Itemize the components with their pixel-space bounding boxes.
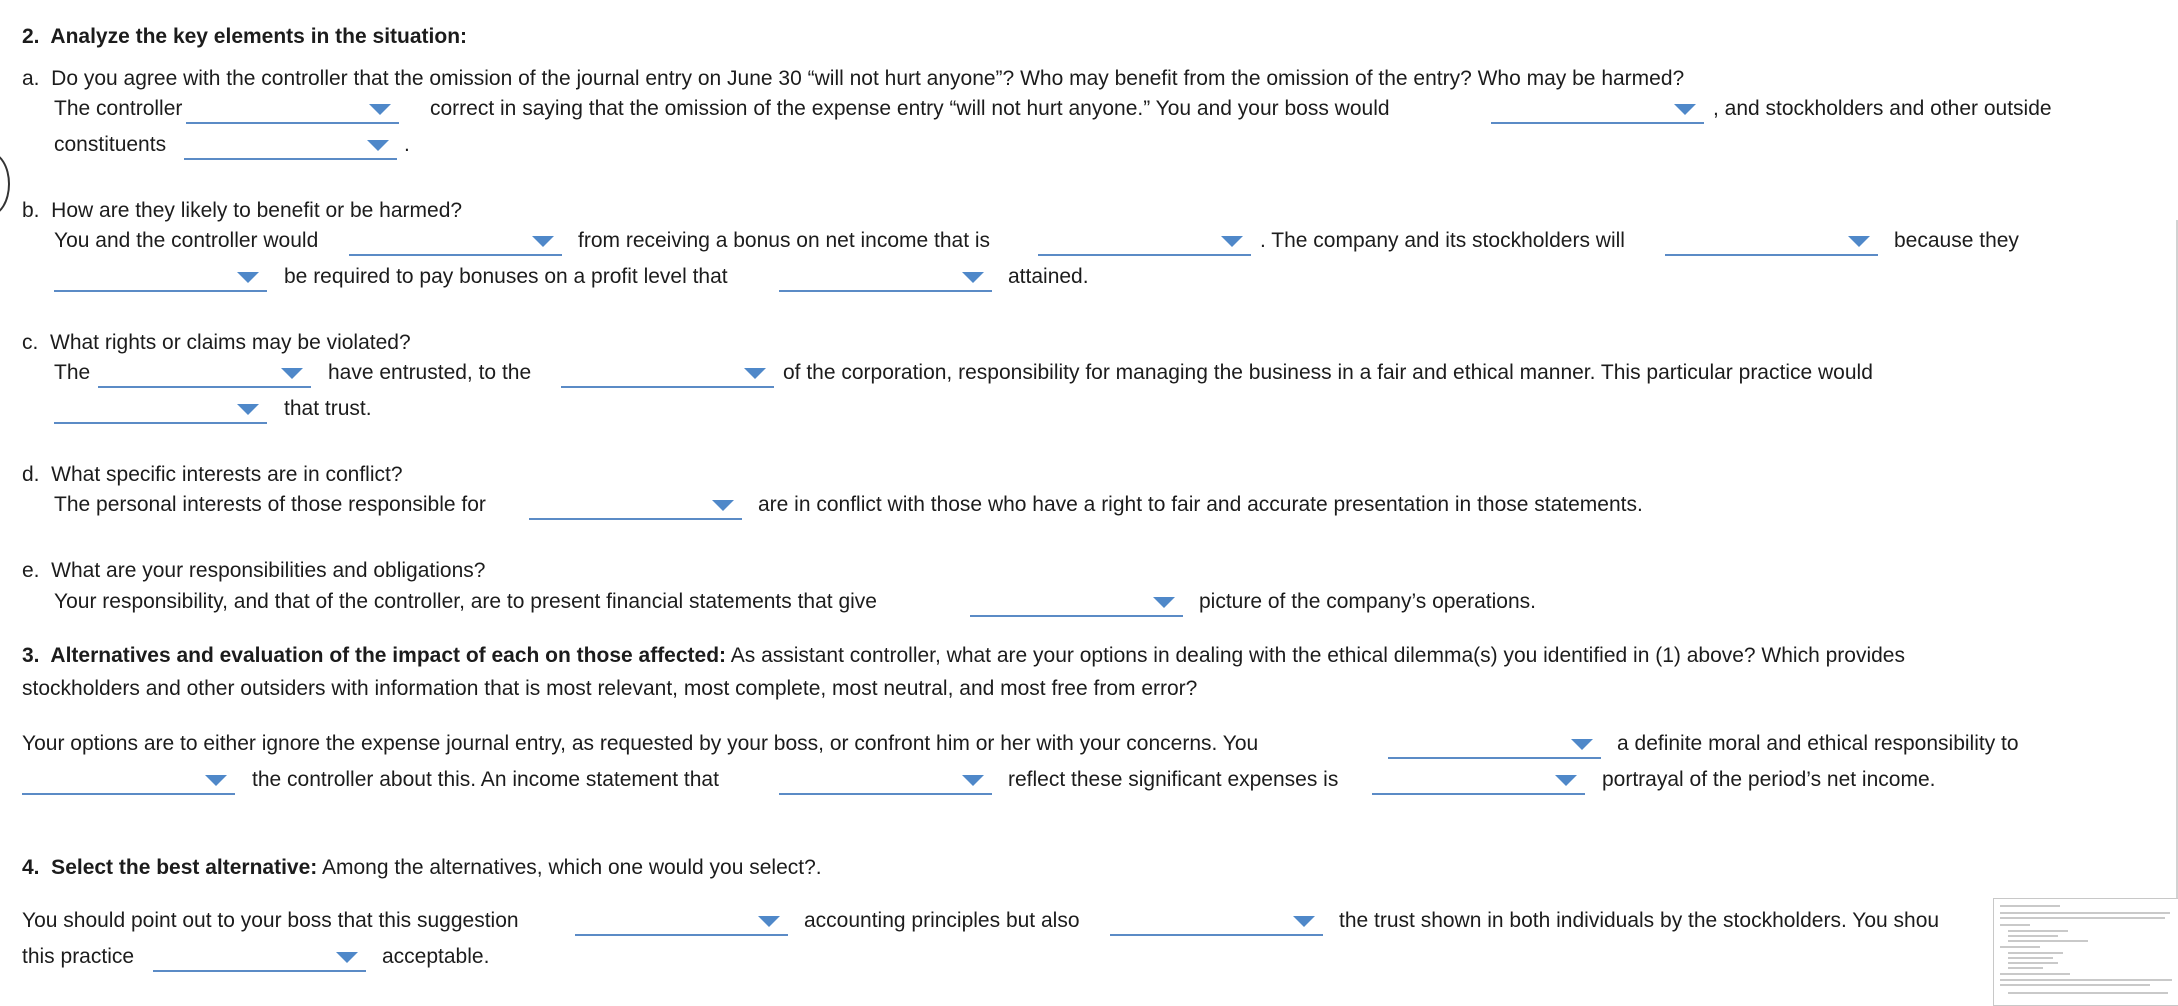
q-a-dropdown-2[interactable] [1491,96,1704,124]
section3-text-2: stockholders and other outsiders with information that is most relevant, most complete, most neutral, and most free from error? [22,677,1198,700]
q-b-text-4: because they [1894,229,2019,252]
section3-dropdown-3[interactable] [779,767,992,795]
q-e-text-2: picture of the company’s operations. [1199,590,1536,613]
chevron-down-icon [532,236,554,247]
chevron-down-icon [744,368,766,379]
q-a-text-5: . [404,133,410,156]
chevron-down-icon [1555,775,1577,786]
section3-options-text-1: Your options are to either ignore the expense journal entry, as requested by your boss, or confront him or her with your concerns. You [22,732,1259,755]
q-d-text-1: The personal interests of those responsible for [54,493,486,516]
q-b-text-3: . The company and its stockholders will [1260,229,1625,252]
q-c-dropdown-1[interactable] [98,360,311,388]
chevron-down-icon [1848,236,1870,247]
chevron-down-icon [1674,104,1696,115]
section3-dropdown-1[interactable] [1388,731,1601,759]
chevron-down-icon [1153,597,1175,608]
q-a-dropdown-1[interactable] [186,96,399,124]
chevron-down-icon [281,368,303,379]
chevron-down-icon [962,775,984,786]
section2-heading: 2. Analyze the key elements in the situation: [22,25,468,48]
section4-text-3: the trust shown in both individuals by the stockholders. You shou [1339,909,1940,932]
chevron-down-icon [237,272,259,283]
chevron-down-icon [336,952,358,963]
q-a-question: a. Do you agree with the controller that the omission of the journal entry on June 30 “will not hurt anyone”? Who may benefit from the omission of the entry? Who may be harmed? [22,67,1685,90]
q-a-text-4: constituents [54,133,167,156]
section3-options-text-3: the controller about this. An income statement that [252,768,719,791]
q-e-dropdown-1[interactable] [970,589,1183,617]
q-a-dropdown-3[interactable] [184,132,397,160]
q-c-question: c. What rights or claims may be violated? [22,331,411,354]
q-b-dropdown-3[interactable] [1665,228,1878,256]
section3-text-1: As assistant controller, what are your options in dealing with the ethical dilemma(s) you identified in (1) above? Which provides [730,644,1905,667]
section3-dropdown-4[interactable] [1372,767,1585,795]
section4-text-4: this practice [22,945,135,968]
chevron-down-icon [758,916,780,927]
q-b-text-6: attained. [1008,265,1089,288]
chevron-down-icon [1571,739,1593,750]
q-b-dropdown-1[interactable] [349,228,562,256]
chevron-down-icon [1221,236,1243,247]
q-c-dropdown-3[interactable] [54,396,267,424]
chevron-down-icon [712,500,734,511]
q-a-text-2: correct in saying that the omission of the expense entry “will not hurt anyone.” You and your boss would [430,97,1390,120]
q-b-question: b. How are they likely to benefit or be harmed? [22,199,463,222]
section3-options-text-2: a definite moral and ethical responsibility to [1617,732,2019,755]
left-edge-arc [0,152,10,216]
chevron-down-icon [369,104,391,115]
q-a-text-3: , and stockholders and other outside [1713,97,2052,120]
document-thumbnail[interactable] [1993,898,2178,1006]
section3-heading: 3. Alternatives and evaluation of the impact of each on those affected: [22,644,727,667]
q-b-text-1: You and the controller would [54,229,319,252]
section4-dropdown-2[interactable] [1110,908,1323,936]
q-c-dropdown-2[interactable] [561,360,774,388]
section4-dropdown-3[interactable] [153,944,366,972]
section4-text: Among the alternatives, which one would you select?. [321,856,822,879]
q-a-text-1: The controller [54,97,183,120]
chevron-down-icon [205,775,227,786]
section4-text-1: You should point out to your boss that this suggestion [22,909,519,932]
q-e-text-1: Your responsibility, and that of the controller, are to present financial statements that give [54,590,877,613]
section3-dropdown-2[interactable] [22,767,235,795]
chevron-down-icon [237,404,259,415]
section4-dropdown-1[interactable] [575,908,788,936]
q-d-question: d. What specific interests are in conflict? [22,463,403,486]
q-b-dropdown-2[interactable] [1038,228,1251,256]
q-d-text-2: are in conflict with those who have a right to fair and accurate presentation in those statements. [758,493,1643,516]
q-c-text-2: have entrusted, to the [328,361,532,384]
chevron-down-icon [367,140,389,151]
q-c-text-3: of the corporation, responsibility for managing the business in a fair and ethical manner. This particular practice would [783,361,1873,384]
q-b-dropdown-5[interactable] [779,264,992,292]
q-e-question: e. What are your responsibilities and obligations? [22,559,486,582]
section4-text-5: acceptable. [382,945,490,968]
section3-options-text-5: portrayal of the period’s net income. [1602,768,1936,791]
q-c-text-1: The [54,361,91,384]
q-c-text-4: that trust. [284,397,372,420]
section4-heading: 4. Select the best alternative: [22,856,318,879]
q-d-dropdown-1[interactable] [529,492,742,520]
q-b-text-2: from receiving a bonus on net income that is [578,229,991,252]
section3-options-text-4: reflect these significant expenses is [1008,768,1339,791]
chevron-down-icon [962,272,984,283]
q-b-dropdown-4[interactable] [54,264,267,292]
section4-text-2: accounting principles but also [804,909,1080,932]
q-b-text-5: be required to pay bonuses on a profit level that [284,265,728,288]
chevron-down-icon [1293,916,1315,927]
